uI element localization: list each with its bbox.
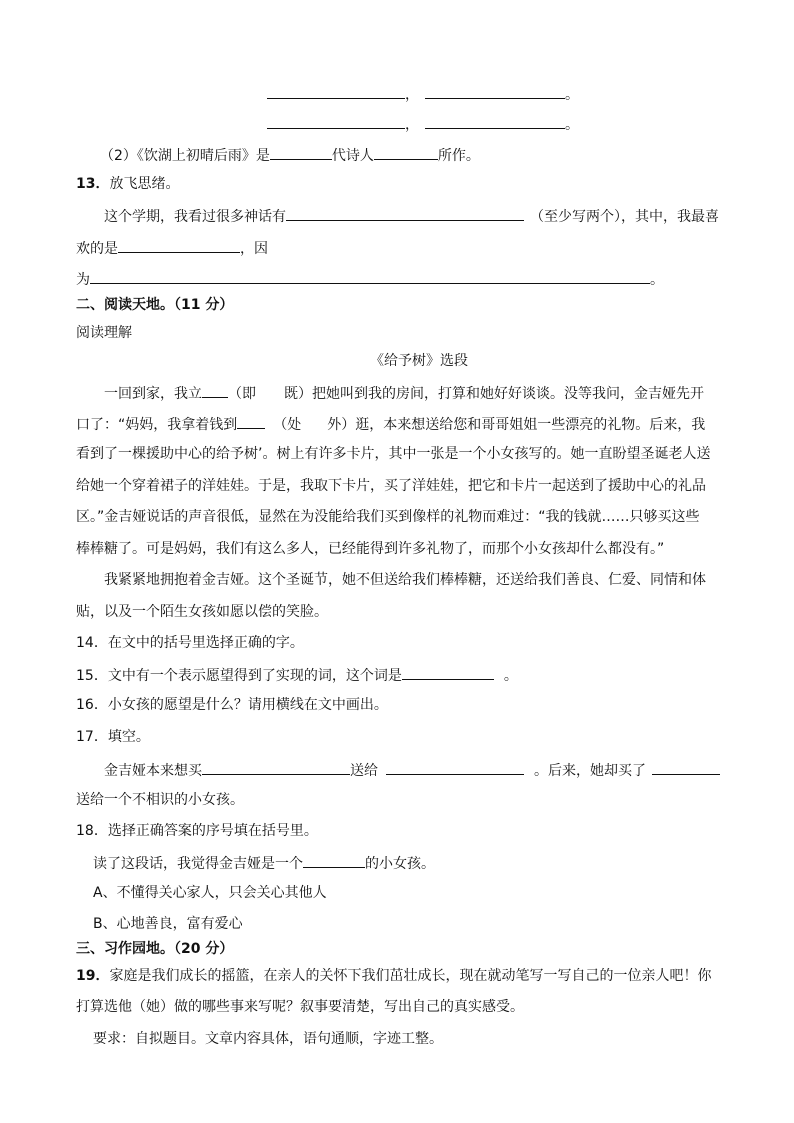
answer-blank[interactable] [270,145,332,160]
answer-blank[interactable] [425,84,565,99]
q17-text: 。后来，她却买了 [534,763,646,779]
q18: 18．选择正确答案的序号填在括号里。 [76,823,318,839]
q17: 17．填空。 [76,729,150,745]
question-title: 放飞思绪。 [109,176,180,192]
answer-blank[interactable] [374,145,438,160]
section2-subheading: 阅读理解 [76,325,132,341]
q15 [76,665,518,685]
q13-text: 这个学期，我看过很多神话有 [104,209,286,225]
passage-line: 棒棒糖了。可是妈妈，我们有这么多人，已经能得到许多礼物了，而那个小女孩却什么都没有。” [76,541,665,557]
passage-line [76,414,705,434]
q13-text: 欢的是 [76,241,118,257]
passage-line: 看到了一棵援助中心的给予树’。树上有许多卡片，其中一张是一个小女孩写的。她一直盼望圣诞老人送 [76,446,711,462]
q13-title [76,175,179,193]
q12-blank-line-1 [267,84,579,104]
q12-sub2-text: 所作。 [437,148,480,164]
q18-option-b[interactable]: B、心地善良，富有爱心 [93,916,243,932]
section2-heading: 二、阅读天地。（11 分） [76,297,234,313]
answer-blank[interactable] [425,114,565,129]
q13-line-1 [104,206,719,226]
passage-line: 区。”金吉娅说话的声音很低，显然在为没能给我们买到像样的礼物而难过：“我的钱就……只够买这些 [76,509,700,525]
q13-line-2 [76,238,268,258]
q17-text: 金吉娅本来想买 [104,763,202,779]
q18-option-a[interactable]: A、不懂得关心家人，只会关心其他人 [93,885,327,901]
q18-stem [93,853,435,873]
q17-text: 送给 [350,763,378,779]
passage-text: 外）逛，本来想送给您和哥哥姐姐一些漂亮的礼物。后来，我 [327,417,706,433]
answer-blank[interactable] [286,206,524,221]
answer-blank[interactable] [202,760,350,775]
line-end: 。 [503,668,518,684]
q12-sub2-text: 代诗人 [331,148,374,164]
q13-text: 为 [76,272,90,288]
q17-line-2: 送给一个不相识的小女孩。 [76,792,244,808]
answer-blank[interactable] [237,414,265,429]
passage-line: 我紧紧地拥抱着金吉娅。这个圣诞节，她不但送给我们棒棒糖，还送给我们善良、仁爱、同情和体 [104,572,706,588]
q19-line-2: 打算选他（她）做的哪些事来写呢？叙事要清楚，写出自己的真实感受。 [76,999,524,1015]
q16: 16．小女孩的愿望是什么？请用横线在文中画出。 [76,697,388,713]
q13-line-3 [76,269,664,289]
passage-text: 既）把她叫到我的房间，打算和她好好谈谈。没等我问，金吉娅先开 [284,386,704,402]
q13-text: ，因 [240,241,268,257]
q12-sub2-text: （2）《饮湖上初晴后雨》是 [100,148,270,164]
answer-blank[interactable] [386,760,524,775]
separator: ， [405,117,419,133]
separator: ， [405,87,419,103]
section3-heading: 三、习作园地。（20 分） [76,941,234,957]
line-end: 。 [650,272,664,288]
question-number: 19． [76,968,110,984]
answer-blank[interactable] [118,238,240,253]
q18-text: 的小女孩。 [365,856,435,872]
line-end: 。 [565,117,579,133]
q17-line-1 [104,760,720,780]
q12-blank-line-2 [267,114,579,134]
passage-line: 贴，以及一个陌生女孩如愿以偿的笑脸。 [76,604,328,620]
question-number: 13． [76,176,110,192]
answer-blank[interactable] [202,383,228,398]
passage-text: 一回到家，我立 [104,386,202,402]
passage-text: 口了：“妈妈，我拿着钱到 [76,417,238,433]
q19-line-1 [76,967,711,985]
passage-line [104,383,704,403]
answer-blank[interactable] [652,760,720,775]
line-end: 。 [565,87,579,103]
answer-blank[interactable] [402,665,494,680]
q15-text: 15．文中有一个表示愿望得到了实现的词，这个词是 [76,668,402,684]
answer-blank[interactable] [90,269,650,284]
passage-title: 《给予树》选段 [370,353,468,369]
answer-blank[interactable] [303,853,365,868]
q19-text: 家庭是我们成长的摇篮，在亲人的关怀下我们茁壮成长，现在就动笔写一写自己的一位亲人吧！你 [109,968,712,984]
q18-text: 读了这段话，我觉得金吉娅是一个 [93,856,303,872]
q19-requirement: 要求：自拟题目。文章内容具体，语句通顺，字迹工整。 [93,1031,443,1047]
q13-text: （至少写两个），其中，我最喜 [530,209,719,225]
q12-sub2 [100,145,480,165]
q14: 14．在文中的括号里选择正确的字。 [76,635,304,651]
answer-blank[interactable] [267,114,405,129]
passage-text: （处 [273,417,302,433]
answer-blank[interactable] [267,84,405,99]
passage-text: （即 [228,386,256,402]
passage-line: 给她一个穿着裙子的洋娃娃。于是，我取下卡片，买了洋娃娃，把它和卡片一起送到了援助中心的礼品 [76,478,706,494]
